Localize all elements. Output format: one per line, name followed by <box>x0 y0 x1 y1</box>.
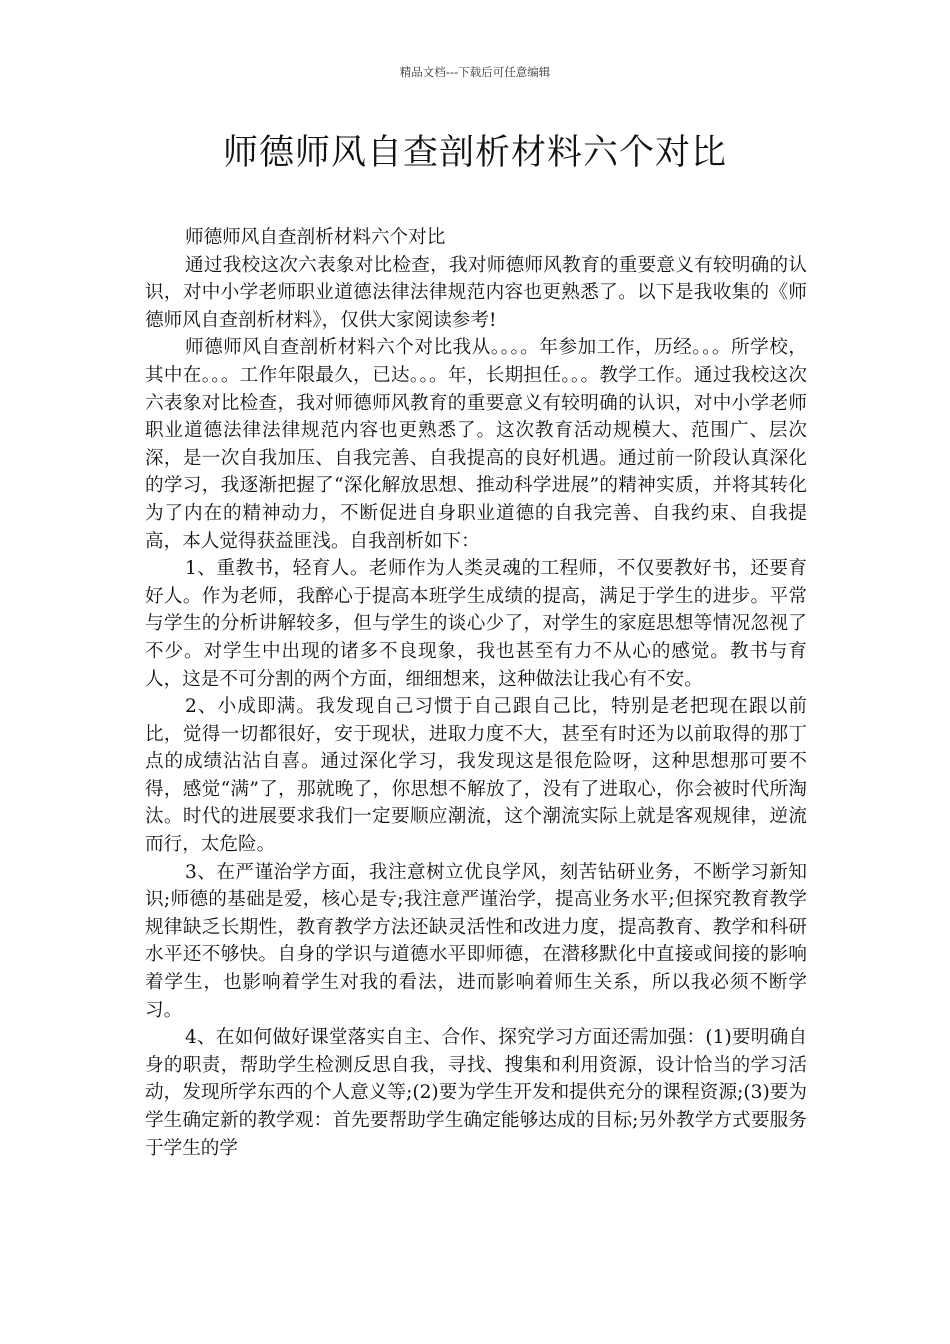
document-title: 师德师风自查剖析材料六个对比 <box>222 133 727 173</box>
body-paragraph: 1、重教书，轻育人。老师作为人类灵魂的工程师，不仅要教好书，还要育好人。作为老师，我醉心于提高本班学生成绩的提高，满足于学生的进步。平常与学生的分析讲解较多，但与学生的谈心少了，对学生的家庭思想等情况忽视了不少。对学生中出现的诸多不良现象，我也甚至有力不从心的感觉。教书与育人，这是不可分割的两个方面，细细想来，这种做法让我心有不安。 <box>145 558 807 690</box>
body-paragraph: 2、小成即满。我发现自己习惯于自己跟自己比，特别是老把现在跟以前比，觉得一切都很好，安于现状，进取力度不大，甚至有时还为以前取得的那丁点的成绩沾沾自喜。通过深化学习，我发现这是很危险呀，这种思想那可要不得，感觉“满”了，那就晚了，你思想不解放了，没有了进取心，你会被时代所淘汰。时代的进展要求我们一定要顺应潮流，这个潮流实际上就是客观规律，逆流而行，太危险。 <box>145 696 807 856</box>
document-body <box>145 224 807 1162</box>
body-paragraph: 师德师风自查剖析材料六个对比 <box>184 227 446 248</box>
body-paragraph: 4、在如何做好课堂落实自主、合作、探究学习方面还需加强：(1)要明确自身的职责，帮助学生检测反思自我，寻找、搜集和利用资源，设计恰当的学习活动，发现所学东西的个人意义等;(2)要为学生开发和提供充分的课程资源;(3)要为学生确定新的教学观：首先要帮助学生确定能够达成的目标;另外教学方式要服务于学生的学 <box>145 1027 807 1159</box>
body-paragraph: 通过我校这次六表象对比检查，我对师德师风教育的重要意义有较明确的认识，对中小学老师职业道德法律法律规范内容也更熟悉了。以下是我收集的《师德师风自查剖析材料》，仅供大家阅读参考! <box>145 254 807 331</box>
body-paragraph: 3、在严谨治学方面，我注意树立优良学风，刻苦钻研业务，不断学习新知识;师德的基础是爱，核心是专;我注意严谨治学，提高业务水平;但探究教育教学规律缺乏长期性，教育教学方法还缺灵活性和改进力度，提高教育、教学和科研水平还不够快。自身的学识与道德水平即师德，在潜移默化中直接或间接的影响着学生，也影响着学生对我的看法，进而影响着师生关系，所以我必须不断学习。 <box>145 861 807 1021</box>
header-note: 精品文档---下载后可任意编辑 <box>399 65 551 79</box>
body-paragraph: 师德师风自查剖析材料六个对比我从。。。。年参加工作，历经。。。所学校，其中在。。。工作年限最久，已达。。。年，长期担任。。。教学工作。通过我校这次六表象对比检查，我对师德师风教育的重要意义有较明确的认识，对中小学老师职业道德法律法律规范内容也更熟悉了。这次教育活动规模大、范围广、层次深，是一次自我加压、自我完善、自我提高的良好机遇。通过前一阶段认真深化的学习，我逐渐把握了“深化解放思想、推动科学进展”的精神实质，并将其转化为了内在的精神动力，不断促进自身职业道德的自我完善、自我约束、自我提高，本人觉得获益匪浅。自我剖析如下： <box>145 337 807 552</box>
